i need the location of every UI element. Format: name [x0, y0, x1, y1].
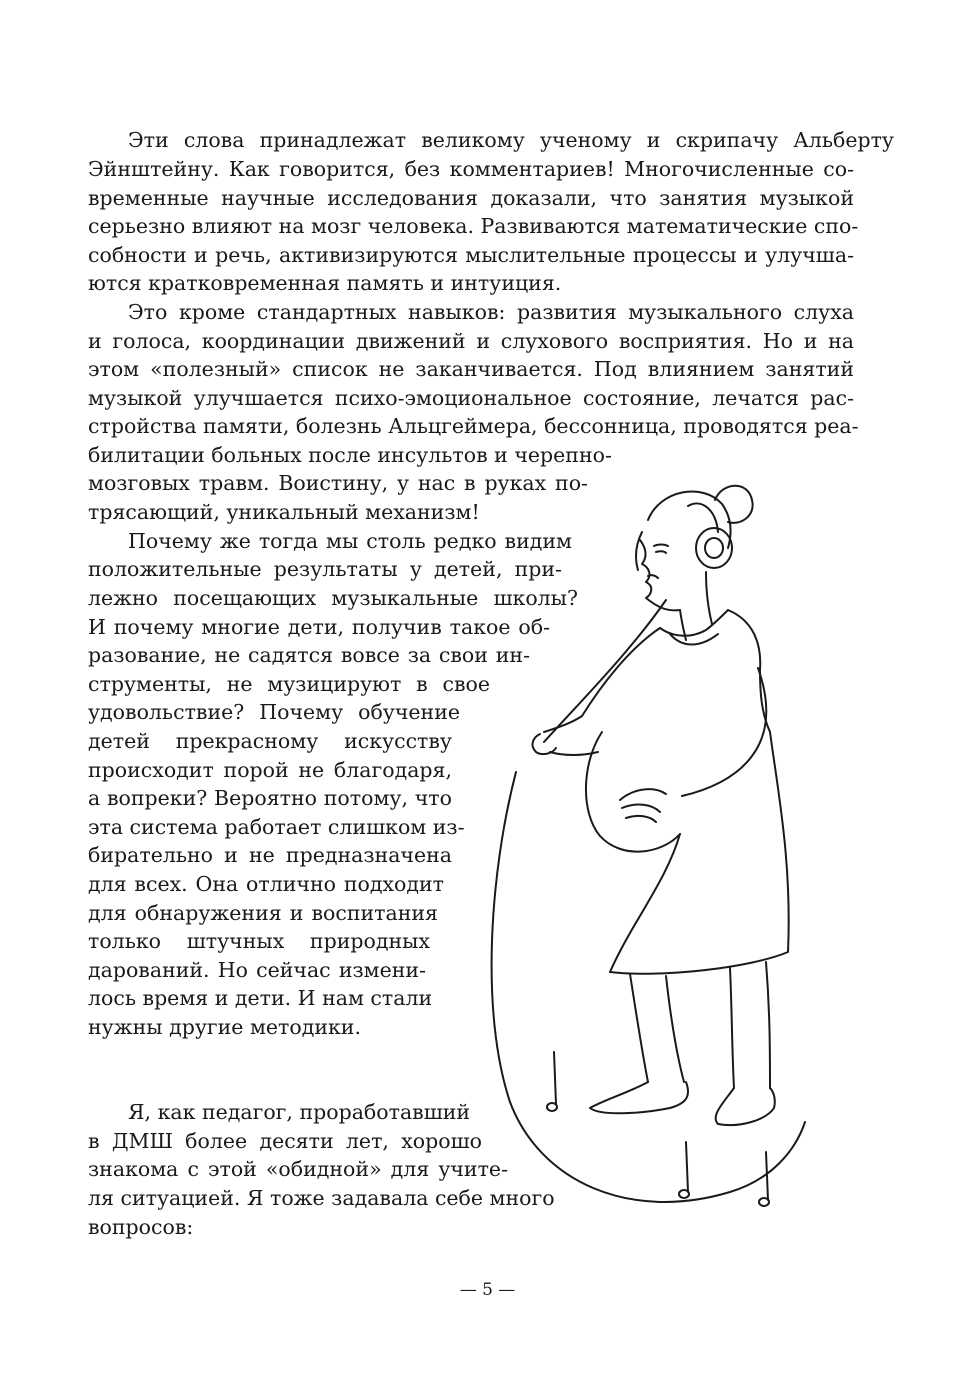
text-line: только штучных природных [88, 929, 430, 953]
text-line: собности и речь, активизируются мыслительные процессы и улучша- [88, 243, 854, 267]
text-line: для обнаружения и воспитания [88, 901, 438, 925]
text-line: лежно посещающих музыкальные школы? [88, 586, 578, 610]
text-line: струменты, не музицируют в свое [88, 672, 490, 696]
page-number: — 5 — [459, 1280, 516, 1300]
text-line: для всех. Она отлично подходит [88, 872, 444, 896]
text-line: этом «полезный» список не заканчивается. Под влиянием занятий [88, 357, 854, 381]
text-line: ются кратковременная память и интуиция. [88, 271, 562, 295]
text-line: а вопреки? Вероятно потому, что [88, 786, 452, 810]
text-line: нужны другие методики. [88, 1015, 361, 1039]
text-line: И почему многие дети, получив такое об- [88, 615, 550, 639]
text-line: бирательно и не предназначена [88, 843, 452, 867]
text-line: разование, не садятся вовсе за свои ин- [88, 643, 530, 667]
text-line: положительные результаты у детей, при- [88, 557, 562, 581]
text-line: и голоса, координации движений и слухового восприятия. Но и на [88, 329, 854, 353]
text-line: удовольствие? Почему обучение [88, 700, 460, 724]
text-line: в ДМШ более десяти лет, хорошо [88, 1129, 482, 1153]
text-line: билитации больных после инсультов и черепно- [88, 443, 612, 467]
text-line: Я, как педагог, проработавший [128, 1100, 471, 1124]
text-line: Эйнштейну. Как говорится, без комментариев! Многочисленные со- [88, 157, 854, 181]
text-line: эта система работает слишком из- [88, 815, 465, 839]
text-line: Эти слова принадлежат великому ученому и скрипачу Альберту [128, 128, 894, 152]
text-line: трясающий, уникальный механизм! [88, 500, 480, 524]
text-line: серьезно влияют на мозг человека. Развиваются математические спо- [88, 214, 859, 238]
text-line: происходит порой не благодаря, [88, 758, 452, 782]
woman-with-headphones-illustration [470, 452, 810, 1212]
text-line: музыкой улучшается психо-эмоциональное состояние, лечатся рас- [88, 386, 854, 410]
text-line: Почему же тогда мы столь редко видим [128, 529, 572, 553]
text-line: детей прекрасному искусству [88, 729, 452, 753]
text-line: знакома с этой «обидной» для учите- [88, 1157, 508, 1181]
text-line: стройства памяти, болезнь Альцгеймера, бессонница, проводятся реа- [88, 414, 859, 438]
text-line: временные научные исследования доказали, что занятия музыкой [88, 186, 854, 210]
text-line: мозговых травм. Воистину, у нас в руках по- [88, 471, 588, 495]
text-line: ля ситуацией. Я тоже задавала себе много [88, 1186, 555, 1210]
text-line: вопросов: [88, 1215, 194, 1239]
text-line: лось время и дети. И нам стали [88, 986, 433, 1010]
text-line: дарований. Но сейчас измени- [88, 958, 426, 982]
text-line: Это кроме стандартных навыков: развития музыкального слуха [128, 300, 854, 324]
